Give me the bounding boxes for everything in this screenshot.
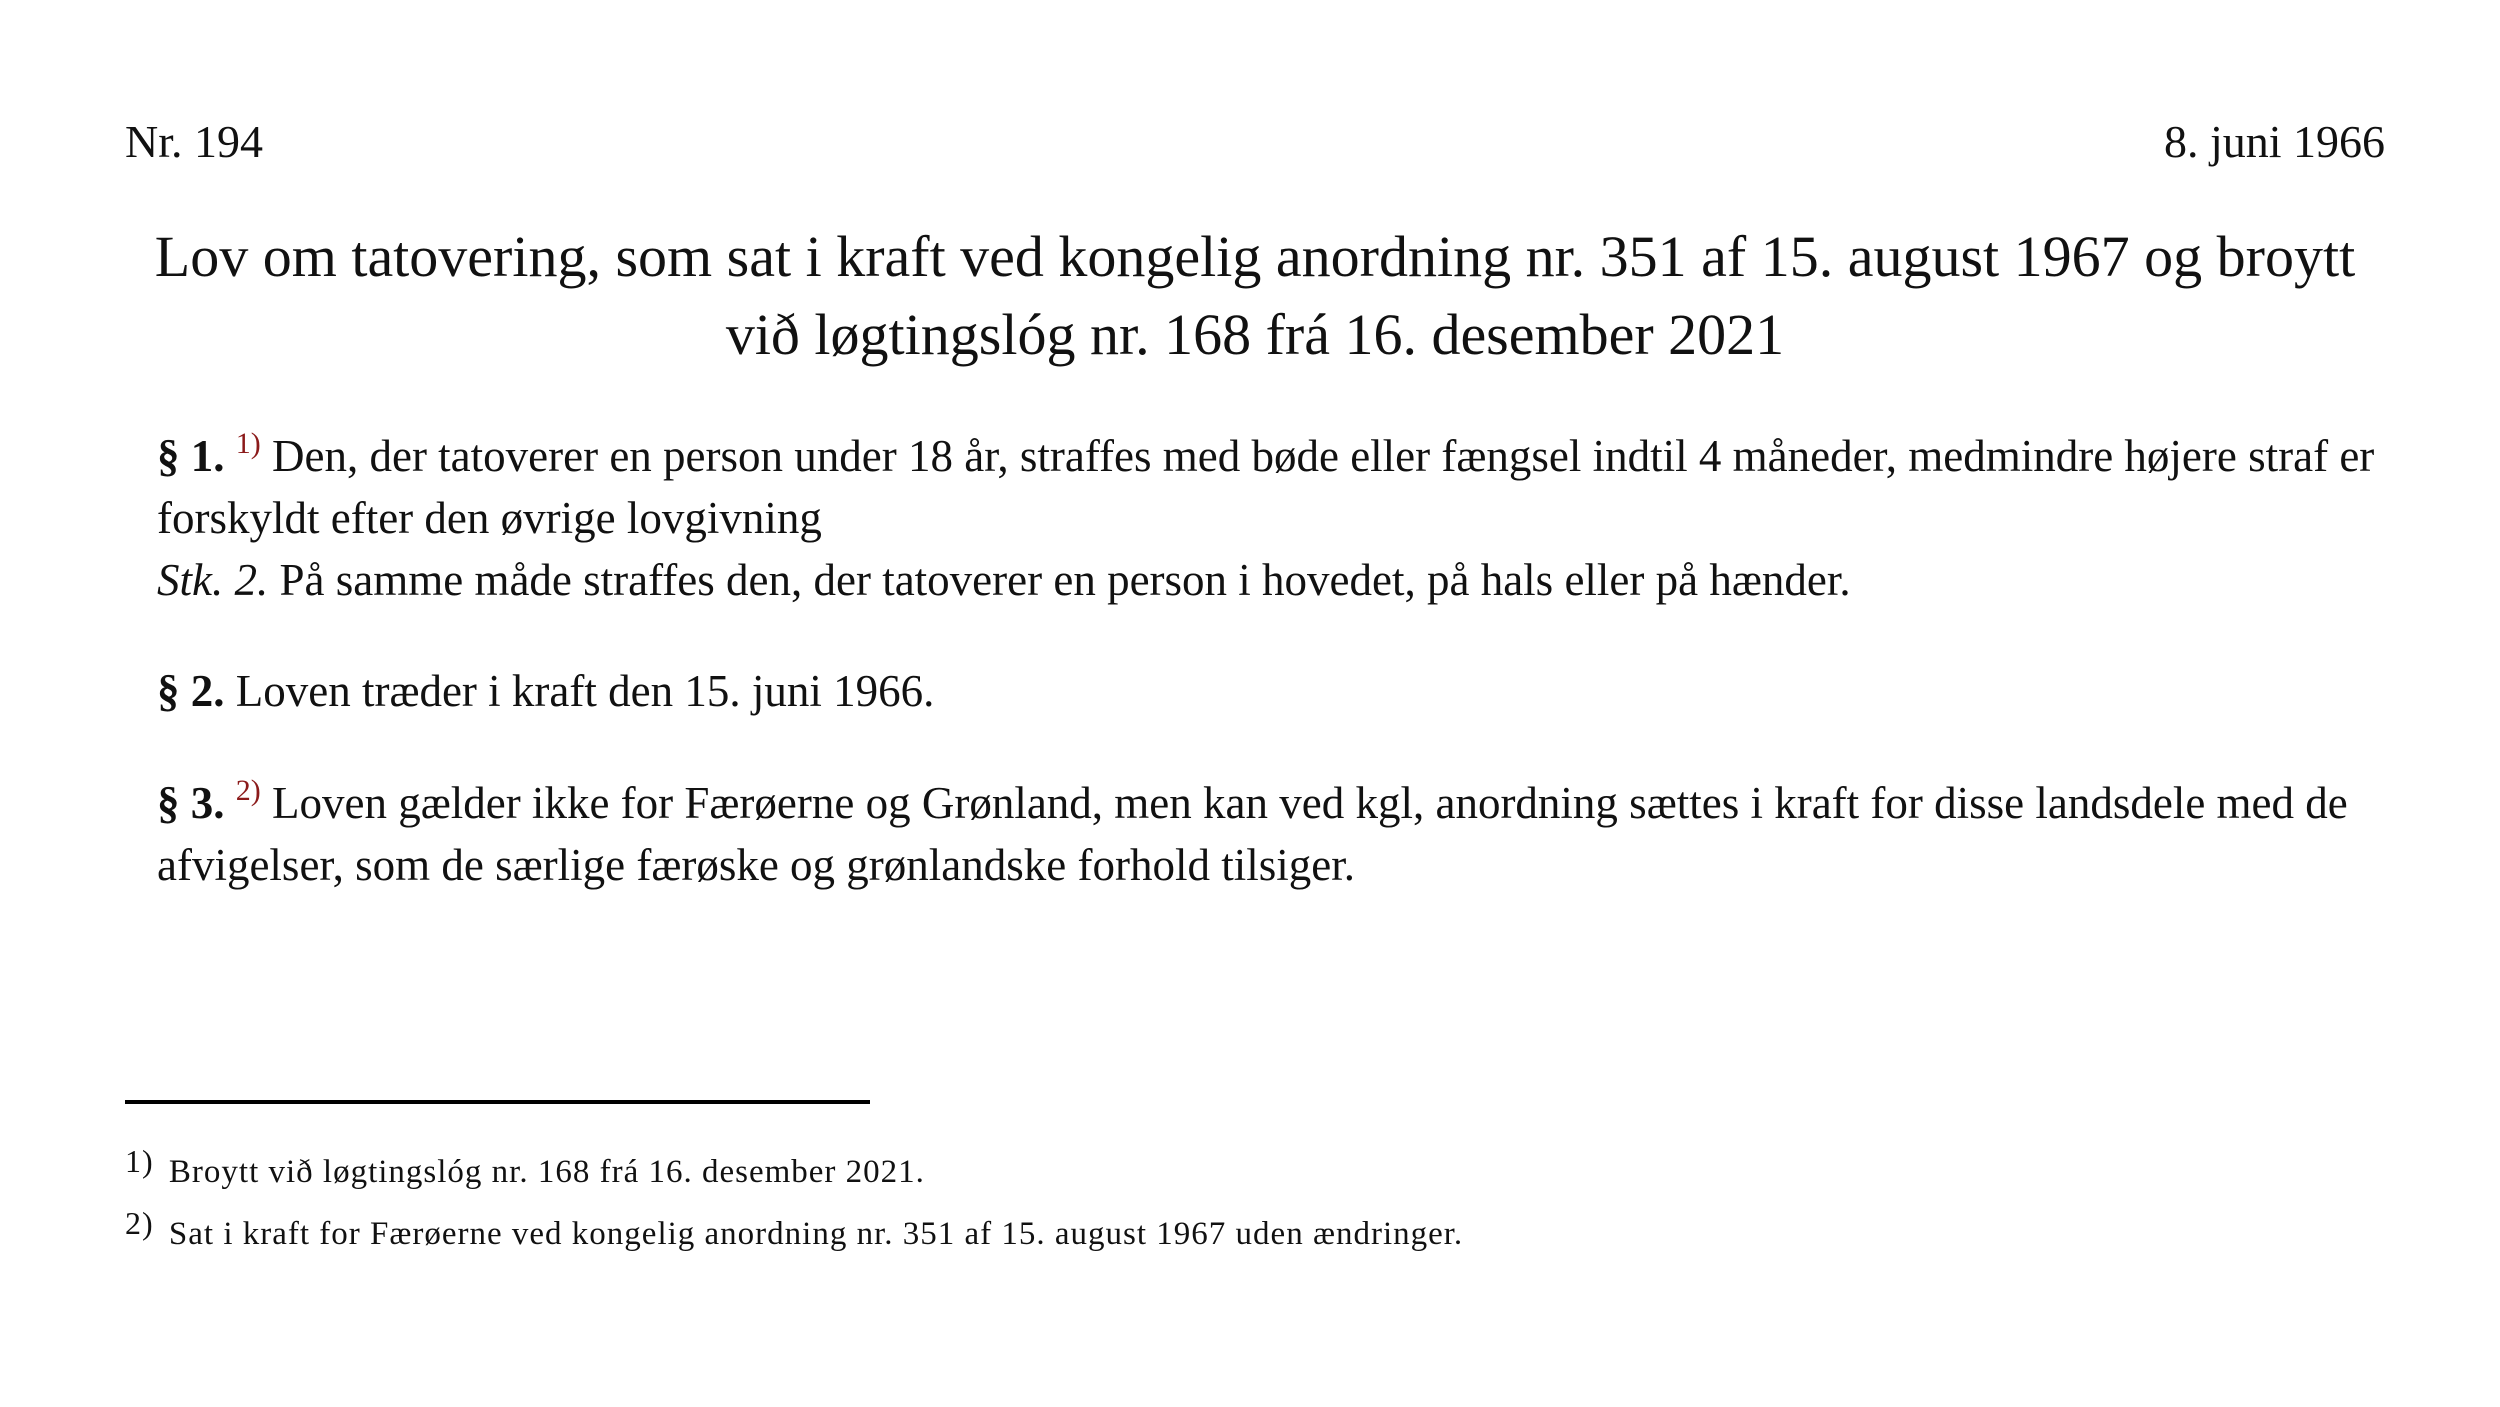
section-2-text: Loven træder i kraft den 15. juni 1966.: [235, 666, 935, 716]
law-title-line-2: við løgtingslóg nr. 168 frá 16. desember 2021: [725, 302, 1785, 367]
footnote-1: [125, 1143, 925, 1194]
law-number: Nr. 194: [125, 116, 263, 167]
law-title: [125, 218, 2385, 374]
section-1-label: § 1.: [157, 431, 225, 481]
stk-2-text: På samme måde straffes den, der tatoverer en person i hovedet, på hals eller på hænder.: [279, 555, 1851, 605]
section-3-text-block: [125, 772, 2390, 896]
section-1: [125, 425, 2390, 611]
section-3: [125, 772, 2390, 896]
section-3-text: Loven gælder ikke for Færøerne og Grønland, men kan ved kgl, anordning sættes i kraft for disse landsdele med de afvigelser, som de særlige færøske og grønlandske forhold tilsiger.: [157, 778, 2348, 890]
footnote-divider: [125, 1100, 870, 1104]
footnote-1-text: Broytt við løgtingslóg nr. 168 frá 16. desember 2021.: [168, 1154, 925, 1190]
section-2-label: § 2.: [157, 666, 225, 716]
section-3-label: § 3.: [157, 778, 225, 828]
law-date: 8. juni 1966: [2163, 116, 2385, 167]
section-1-stk-2: [125, 549, 2390, 611]
footnote-2-text: Sat i kraft for Færøerne ved kongelig anordning nr. 351 af 15. august 1967 uden ændringer.: [168, 1216, 1464, 1252]
footnote-2: [125, 1205, 1464, 1256]
stk-2-label: Stk. 2.: [157, 555, 269, 605]
footnote-ref-1[interactable]: 1): [235, 427, 261, 460]
section-2: [125, 660, 2390, 722]
law-title-line-1: Lov om tatovering, som sat i kraft ved kongelig anordning nr. 351 af 15. august 1967 og broytt: [154, 224, 2356, 289]
footnote-1-number: 1): [125, 1143, 154, 1179]
footnote-ref-2[interactable]: 2): [235, 774, 261, 807]
footnote-2-number: 2): [125, 1205, 154, 1241]
section-1-text-block: [125, 425, 2390, 549]
section-1-text: Den, der tatoverer en person under 18 år, straffes med bøde eller fængsel indtil 4 måneder, medmindre højere straf er forskyldt efter den øvrige lovgivning: [157, 431, 2375, 543]
section-2-text-block: [125, 660, 2390, 722]
